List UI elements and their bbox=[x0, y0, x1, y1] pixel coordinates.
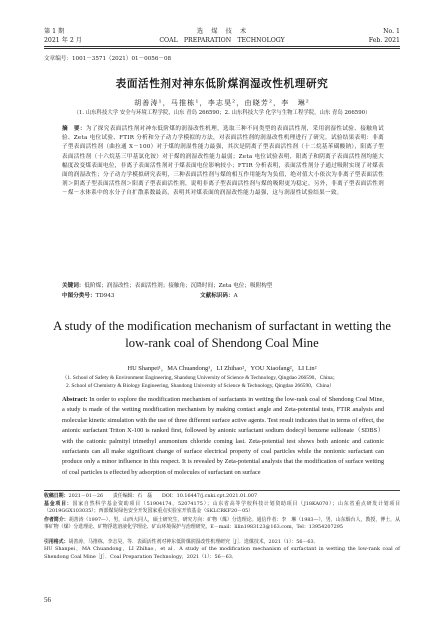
footnote-author bbox=[44, 517, 400, 532]
page-number: 56 bbox=[44, 596, 51, 604]
footnote-author-label: 作者简介： bbox=[44, 517, 69, 523]
footnote-received-label: 收稿日期： bbox=[44, 493, 69, 499]
en-title: A study of the modification mechanism of surfactant in wetting the low-rank coal of Shendong Coal Mine bbox=[53, 319, 391, 350]
cn-abstract-text: 为了探究表面活性剂对神东低阶煤的润湿改性机理，选取三种不同类型的表面活性剂，采用润湿性试验、接触角试验、Zeta 电位试验、FTIR 分析和分子动力学模拟的方法，对表面活性剂的润湿改性机理进行了研究。试验结果表明：非离子型表面活性剂（曲拉通 X－100）对于煤的润湿性能力最强，其次是阴离子型表面活性剂（十二烷基苯磺酸钠），阳离子型表面活性剂（十六烷基三甲基氯化铵）对于煤的润湿改性能力最弱；Zeta 电位试验表明，阳离子和阴离子表面活性剂均能大幅度改变煤表面电位，非离子表面活性剂对于煤表面电位影响较小；FTIR 分析表明，表面活性剂分子通过吸附实现了对煤表面的润湿改性；分子动力学模拟研究表明，三种表面活性剂与煤的相互作用能均为负值，绝对值大小依次为非离子型表面活性剂＞阴离子型表面活性剂＞阳离子型表面活性剂，说明非离子型表面活性剂与煤的吸附更为稳定。另外，非离子型表面活性剂－煤－水体系中的水分子自扩散系数最高，表明其对煤表面的润湿改性能力最强，这与润湿性试验结果一致。 bbox=[62, 126, 384, 197]
footnote-fund bbox=[44, 501, 400, 516]
cn-keywords-label: 关键词： bbox=[62, 283, 85, 289]
en-affiliation-1: （1. School of Safety & Environment Engineering, Shandong University of Science & Technology, Qingdao 266590，China； bbox=[62, 375, 338, 381]
en-abstract-label: Abstract: bbox=[62, 396, 88, 403]
cn-keywords-text: 低阶煤；润湿改性；表面活性剂；接触角；沉降时间；Zeta 电位；吸附构型 bbox=[84, 283, 273, 289]
footnote-rule bbox=[44, 490, 400, 491]
header-date: 2021 年 2 月 bbox=[44, 37, 82, 44]
cn-keywords bbox=[62, 282, 272, 290]
cn-doc-value: A bbox=[233, 293, 238, 299]
header-date-en: Feb. 2021 bbox=[368, 37, 400, 44]
en-abstract bbox=[62, 395, 384, 478]
footnote-author-text: 胡善涛（1997—），男，山西大同人，硕士研究生，研究方向：矿物（煤）分选理论。通信作者：李 琳（1983—），男，山东烟台人，教授，博士，从事矿物（煤）分选理论、矿物浮选溶液化学理论、矿山环境保护与治理研究。E－mail：lilin1983123@163.com，Tel：13954207295 bbox=[44, 517, 400, 531]
header-journal-en: COAL PREPARATION TECHNOLOGY bbox=[159, 37, 285, 44]
cn-clc-label: 中图分类号： bbox=[62, 293, 96, 299]
cn-doc-code bbox=[200, 292, 238, 300]
footnote-fund-text: 国家自然科学基金资助项目（51904174，52074175）；山东省高等学校科技计划资助项目（J18KA070）；山东省重点研发计划项目（2019GGX103035）；西部煤炭绿色安全开发国家重点实验室开放基金（SKLCRKF20－05） bbox=[44, 501, 400, 515]
cn-title: 表面活性剂对神东低阶煤润湿改性机理研究 bbox=[115, 78, 329, 90]
cn-clc bbox=[62, 292, 114, 300]
footnote-citation bbox=[44, 539, 400, 561]
cn-abstract bbox=[62, 125, 384, 199]
cn-authors: 胡善涛¹，马推栋¹，李志昊²，由晓芳²，李 琳² bbox=[134, 99, 310, 107]
footnote-received bbox=[44, 493, 400, 500]
en-affiliation-2: 2. School of Chemistry & Biology Engineering, Shandong University of Science & Technology, Qingdao 266590，China） bbox=[66, 383, 335, 389]
header-rule-thin bbox=[44, 48, 400, 49]
cn-doc-label: 文献标识码： bbox=[200, 293, 234, 299]
header-issue: 第 1 期 bbox=[44, 28, 65, 35]
footnote-fund-label: 基金项目： bbox=[44, 501, 73, 507]
footnote-received-text: 2021－01－26 责任编辑：石 磊 DOI：10.16447/j.cnki.cpt.2021.01.007 bbox=[68, 493, 258, 499]
en-authors: HU Shanpei¹，MA Chuandong¹，LI Zhihao²，YOU Xiaofang²，LI Lin² bbox=[127, 365, 317, 372]
en-abstract-text: In order to explore the modification mechanism of surfactants in wetting the low-rank coal of Shendong Coal Mine, a study is made of the wetting modification mechanism by making contact angle and Zeta-potential tests, FTIR analysis and molecular kinetic simulation with the use of three different surface active agents. Test result indicates that in terms of effect, the anionic surfactant Triton X-100 is ranked first, followed by anionic surfactant sodium dodecyl benzene sulfonate（SDBS）with the cationic palmityl trimethyl ammonium chloride coming last. Zeta-potential test shows both anionic and cationic surfactants can all make significant change of surface electrical property of coal particles while the nonionic surfactant can produce only a minor influence in this respect. It is revealed by Zeta-potential analysis that the modification of surface wetting of coal particles is effected by adsorption of molecules of surfactant on surface bbox=[62, 396, 384, 476]
header-issue-en: No. 1 bbox=[383, 28, 400, 35]
cn-clc-value: TD943 bbox=[95, 293, 115, 299]
cn-affiliations: （1. 山东科技大学 安全与环境工程学院，山东 青岛 266590；2. 山东科技大学 化学与生物工程学院，山东 青岛 266590） bbox=[73, 110, 371, 116]
footnote-citation-en: HU Shanpei，MA Chuandong，LI Zhihao，et al．A study of the modification mechanism of surfactant in wetting the low-rank coal of Shendong Coal Mine［J］．Coal Preparation Technology，2021（1）：56－63． bbox=[44, 546, 400, 560]
footnote-citation-cn: 胡善涛，马推栋，李志昊，等．表面活性剂对神东低阶煤润湿改性机理研究［J］．选煤技术，2021（1）：56－63． bbox=[68, 539, 319, 545]
footnote-citation-label: 引用格式： bbox=[44, 539, 69, 545]
cn-abstract-label: 摘 要： bbox=[62, 126, 86, 132]
header-journal-cn: 选 煤 技 术 bbox=[196, 28, 248, 35]
article-number: 文章编号：1001－3571（2021）01－0056－08 bbox=[44, 56, 172, 62]
